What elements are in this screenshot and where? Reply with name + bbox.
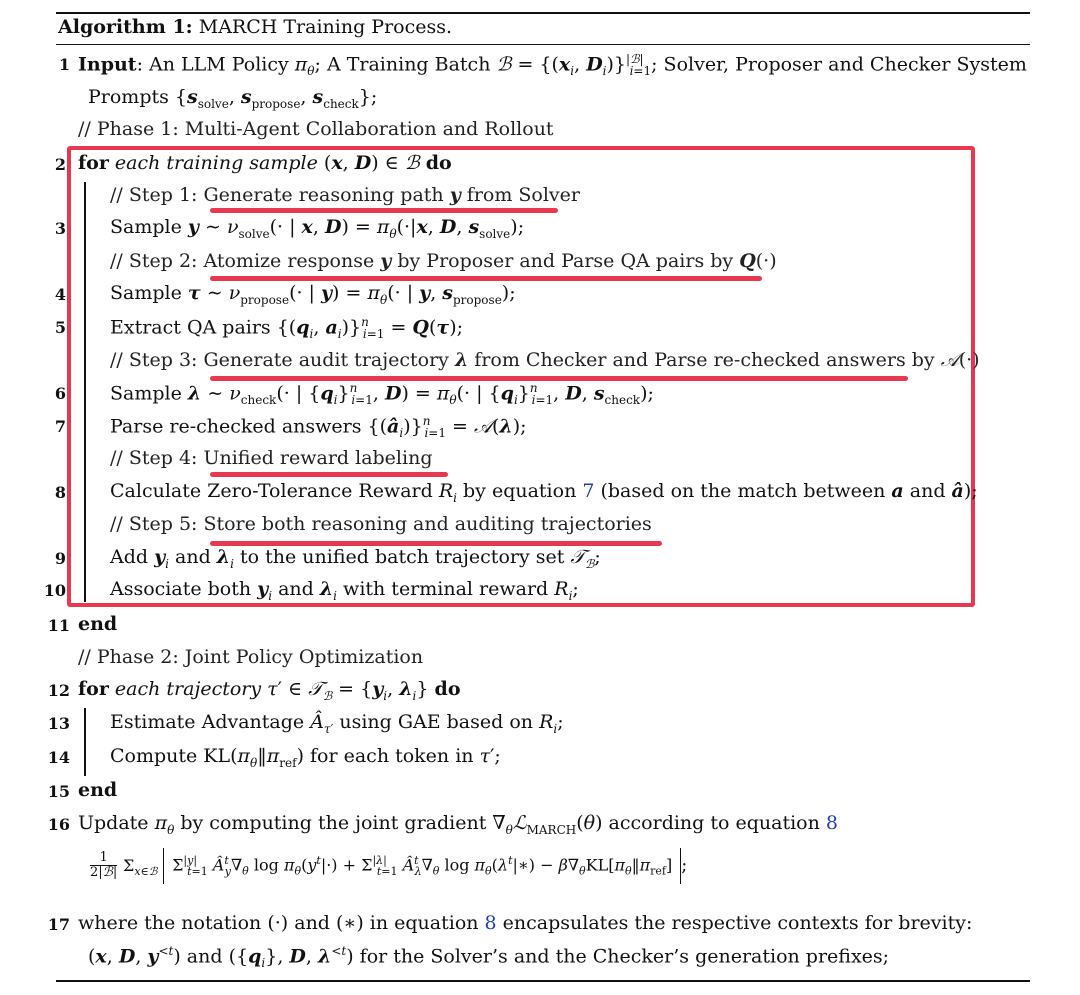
comment-text: // Phase 2: Joint Policy Optimization xyxy=(78,646,424,668)
algo-line-17 xyxy=(0,912,1080,942)
phase-2-comment xyxy=(0,646,1080,676)
step-5-comment xyxy=(0,513,1080,543)
line-number: 8 xyxy=(54,483,66,502)
algo-line-6 xyxy=(0,381,1080,411)
line-text: Calculate Zero-Tolerance Reward $R_i$ by equation 7 (based on the match between a and â); xyxy=(110,480,978,505)
joint-gradient-formula: $\frac{1}{\text{2|ℬ|}}$ $\Sigma_{x\in ℬ}$ $\Sigma^{|y|}_{t=1}$ $Â^t_y\nabla_\theta$ $\log \pi_\theta(y^t|\cdot) + \Sigma^{|\lambda|}_{t=1}$ $Â^t_\lambda\nabla_\theta$ $\log \pi_\theta(\lambda^t|∗)$ − $\beta\nabla_\theta KL[\pi_\theta‖\pi_{ref}]$; xyxy=(90,848,687,884)
line-text: Add $y_i$ and $\lambda_i$ to the unified batch trajectory set 𝒯$_ℬ$; xyxy=(110,546,601,571)
line-number: 6 xyxy=(54,384,66,403)
line-number: 2 xyxy=(54,155,66,174)
algo-line-8 xyxy=(0,480,1080,510)
fraction: $\frac{1}{\text{2|ℬ|}}$ xyxy=(90,850,118,881)
line-text: Extract QA pairs {($q_i$, $a_i)\}^n_{i=1} = Q(\tau)$; xyxy=(110,315,464,342)
title-rule xyxy=(56,44,1030,45)
algo-line-16 xyxy=(0,812,1080,842)
line-number: 15 xyxy=(47,782,70,801)
line-number: 4 xyxy=(54,285,66,304)
line-number: 12 xyxy=(47,681,70,700)
comment-text: // Step 2: Atomize response y by Proposer and Parse QA pairs by Q(·) xyxy=(110,250,777,272)
line-number: 17 xyxy=(47,915,70,934)
algo-line-10 xyxy=(0,578,1080,608)
algo-line-1b xyxy=(0,86,1080,116)
line-text: Sample y ∼ $\nu_{solve}(\cdot$ | x, $D) = \pi_\theta(\cdot|x$, D, $s_{solve}$); xyxy=(110,216,525,241)
line-number: 14 xyxy=(47,748,70,767)
comment-text: // Step 4: Unified reward labeling xyxy=(110,447,433,469)
step-4-underline xyxy=(210,472,448,477)
algo-line-4 xyxy=(0,282,1080,312)
algo-line-2 xyxy=(0,152,1080,182)
algo-line-15 xyxy=(0,779,1080,809)
step-3-comment xyxy=(0,349,1080,379)
line-text: Sample λ ∼ $\nu_{check}(\cdot$ | $\{q_i\}^n_{i=1}$, $D) = \pi_\theta(\cdot$ | $\{q_i\}^n_{i=1}$, D, $s_{check}$); xyxy=(110,381,654,408)
line-number: 10 xyxy=(43,581,66,600)
algo-line-1 xyxy=(0,52,1080,82)
line-number: 9 xyxy=(54,549,66,568)
comment-text: // Phase 1: Multi-Agent Collaboration and Rollout xyxy=(78,118,554,140)
comment-text: // Step 5: Store both reasoning and auditing trajectories xyxy=(110,513,652,535)
top-rule xyxy=(56,12,1030,14)
line-number: 13 xyxy=(47,714,70,733)
line-text: Associate both $y_i$ and $\lambda_i$ with terminal reward $R_i$; xyxy=(110,578,579,603)
line-text: Update $\pi_\theta$ by computing the joint gradient $\nabla_\theta ℒ_{MARCH}(\theta)$ according to equation 8 xyxy=(78,812,838,837)
algorithm-title xyxy=(58,16,452,38)
line-number: 11 xyxy=(47,616,70,635)
line-text: for each training sample (x, D) ∈ ℬ do xyxy=(78,152,452,174)
line-text: Input: An LLM Policy $\pi_\theta$; A Training Batch ℬ = {($x_i$, $D_i)\}^{|ℬ|}_{i=1}$; Solver, Proposer and Checker System xyxy=(78,52,1027,79)
line-number: 5 xyxy=(54,318,66,337)
line-text: Compute $KL(\pi_\theta‖\pi_{ref})$ for each token in τ′; xyxy=(110,745,501,770)
line-number: 3 xyxy=(54,219,66,238)
step-2-underline xyxy=(210,276,762,281)
algo-line-14 xyxy=(0,745,1080,775)
comment-text: // Step 1: Generate reasoning path y from Solver xyxy=(110,184,580,206)
equation-7-link[interactable]: 7 xyxy=(582,480,595,502)
line-number: 7 xyxy=(54,417,66,436)
step-1-underline xyxy=(210,208,558,213)
comment-text: // Step 3: Generate audit trajectory λ from Checker and Parse re-checked answers by 𝒜(·) xyxy=(110,349,980,371)
algo-line-11 xyxy=(0,613,1080,643)
algo-line-12 xyxy=(0,678,1080,708)
algo-line-5 xyxy=(0,315,1080,345)
line-text: end xyxy=(78,779,118,801)
algo-line-3 xyxy=(0,216,1080,246)
algo-line-9 xyxy=(0,546,1080,576)
line-text: (x, D, $y^{<t}$) and ($\{q_i\}$, D, $\lambda^{<t}$) for the Solver’s and the Checker’s generation prefixes; xyxy=(88,944,890,971)
algorithm-label: Algorithm 1: xyxy=(58,16,193,38)
line-text: Sample τ ∼ $\nu_{propose}(\cdot$ | $y) = \pi_\theta(\cdot$ | y, $s_{propose}$); xyxy=(110,282,516,307)
equation-8-link-2[interactable]: 8 xyxy=(484,912,497,934)
line-text: Prompts {$s_{solve}$, $s_{propose}$, $s_{check}$}; xyxy=(88,86,378,111)
line-text: for each trajectory τ′ ∈ 𝒯$_ℬ$ = {$y_i$, $\lambda_i$} do xyxy=(78,678,461,703)
line-text: end xyxy=(78,613,118,635)
line-text: where the notation (·) and (∗) in equation 8 encapsulates the respective contexts for brevity: xyxy=(78,912,973,934)
algorithm-name: MARCH Training Process. xyxy=(198,16,453,38)
step-4-comment xyxy=(0,447,1080,477)
equation-8-link[interactable]: 8 xyxy=(825,812,838,834)
bottom-rule xyxy=(56,980,1030,982)
phase-1-comment xyxy=(0,118,1080,148)
line-text: Estimate Advantage $Â_{\tau'}$ using GAE based on $R_i$; xyxy=(110,711,564,736)
line-number: 1 xyxy=(58,55,70,74)
gradient-bracket: $\Sigma^{|y|}_{t=1}$ $Â^t_y\nabla_\theta$ $\log \pi_\theta(y^t|\cdot) + \Sigma^{|\lambda|}_{t=1}$ $Â^t_\lambda\nabla_\theta$ $\log \pi_\theta(\lambda^t|∗)$ − $\beta\nabla_\theta KL[\pi_\theta‖\pi_{ref}]$ xyxy=(163,848,681,884)
algo-line-17b xyxy=(0,944,1080,974)
line-text: Parse re-checked answers $\{(â_i)\}^n_{i=1}$ = 𝒜(λ); xyxy=(110,414,527,441)
algo-line-7 xyxy=(0,414,1080,444)
line-number: 16 xyxy=(47,815,70,834)
algo-line-13 xyxy=(0,711,1080,741)
